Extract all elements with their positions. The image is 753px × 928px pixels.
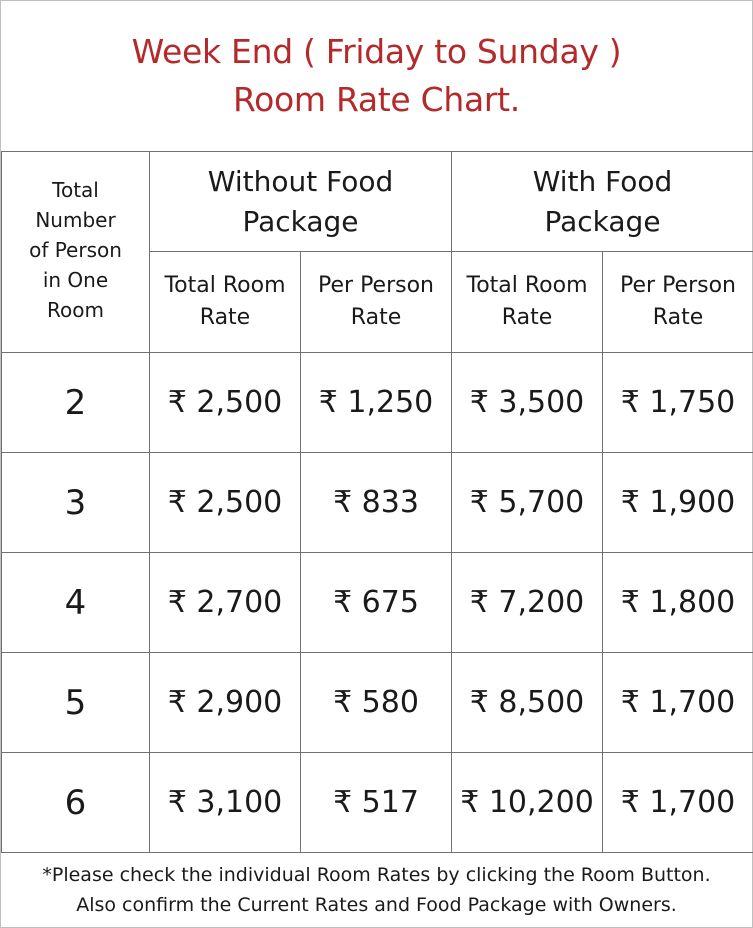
header-persons-line: of Person <box>29 238 122 262</box>
header-persons-line: in One <box>42 268 109 292</box>
persons-cell: 4 <box>2 553 150 653</box>
header-line: Total Room <box>466 273 588 298</box>
without-food-per-person-cell: ₹ 675 <box>301 553 452 653</box>
header-total-room-rate <box>452 252 603 353</box>
persons-cell: 5 <box>2 653 150 753</box>
with-food-total-cell: ₹ 3,500 <box>452 353 603 453</box>
header-persons-line: Room <box>47 298 104 322</box>
page-title <box>1 1 752 151</box>
header-persons <box>2 152 150 353</box>
header-line: Rate <box>652 305 704 330</box>
with-food-total-cell: ₹ 8,500 <box>452 653 603 753</box>
header-persons-line: Number <box>35 208 116 232</box>
header-line: Per Person <box>318 273 434 298</box>
footnote-line-2: Also confirm the Current Rates and Food Package with Owners. <box>76 894 677 916</box>
without-food-total-cell: ₹ 2,900 <box>150 653 301 753</box>
header-with-food-line: With Food <box>532 164 673 198</box>
header-with-food <box>452 152 753 252</box>
table-row <box>2 653 753 753</box>
without-food-per-person-cell: ₹ 517 <box>301 753 452 853</box>
with-food-total-cell: ₹ 7,200 <box>452 553 603 653</box>
persons-cell: 3 <box>2 453 150 553</box>
with-food-per-person-cell: ₹ 1,800 <box>603 553 753 653</box>
rate-table <box>1 151 753 853</box>
table-row <box>2 753 753 853</box>
table-row <box>2 453 753 553</box>
without-food-total-cell: ₹ 2,500 <box>150 453 301 553</box>
without-food-per-person-cell: ₹ 1,250 <box>301 353 452 453</box>
table-row <box>2 353 753 453</box>
header-line: Rate <box>350 305 402 330</box>
header-line: Rate <box>501 305 553 330</box>
with-food-per-person-cell: ₹ 1,900 <box>603 453 753 553</box>
without-food-total-cell: ₹ 3,100 <box>150 753 301 853</box>
title-line-1: Week End ( Friday to Sunday ) <box>131 32 622 71</box>
header-without-food-line: Package <box>242 204 359 238</box>
with-food-per-person-cell: ₹ 1,750 <box>603 353 753 453</box>
header-per-person-rate <box>301 252 452 353</box>
header-total-room-rate <box>150 252 301 353</box>
persons-cell: 6 <box>2 753 150 853</box>
header-without-food <box>150 152 452 252</box>
footnote-line-1: *Please check the individual Room Rates by clicking the Room Button. <box>42 864 711 886</box>
without-food-per-person-cell: ₹ 833 <box>301 453 452 553</box>
with-food-total-cell: ₹ 10,200 <box>452 753 603 853</box>
without-food-total-cell: ₹ 2,700 <box>150 553 301 653</box>
header-with-food-line: Package <box>544 204 661 238</box>
header-without-food-line: Without Food <box>207 164 394 198</box>
with-food-per-person-cell: ₹ 1,700 <box>603 653 753 753</box>
persons-cell: 2 <box>2 353 150 453</box>
footnote <box>1 853 752 927</box>
title-line-2: Room Rate Chart. <box>233 80 520 119</box>
header-persons-line: Total <box>52 178 99 202</box>
table-row <box>2 553 753 653</box>
without-food-per-person-cell: ₹ 580 <box>301 653 452 753</box>
header-line: Rate <box>199 305 251 330</box>
header-per-person-rate <box>603 252 753 353</box>
without-food-total-cell: ₹ 2,500 <box>150 353 301 453</box>
header-line: Total Room <box>164 273 286 298</box>
header-row-groups <box>2 152 753 252</box>
with-food-total-cell: ₹ 5,700 <box>452 453 603 553</box>
header-line: Per Person <box>620 273 736 298</box>
with-food-per-person-cell: ₹ 1,700 <box>603 753 753 853</box>
